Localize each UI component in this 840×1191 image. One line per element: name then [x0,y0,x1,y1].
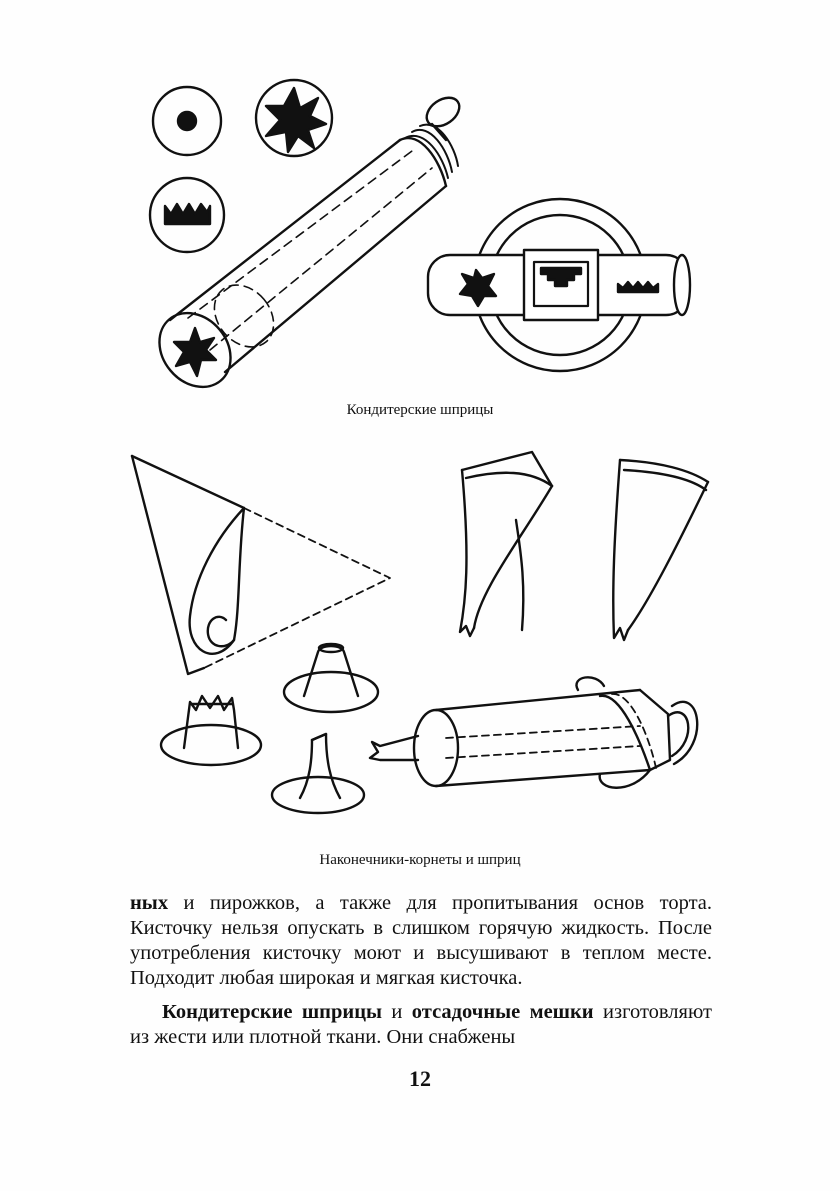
paper-cone-triangle [132,456,390,674]
slanted-nozzle [272,734,364,813]
term-piping-bags: отсадочные мешки [411,1001,594,1023]
plain-nozzle [284,644,378,712]
metal-syringe [370,677,697,787]
paragraph-text: и пирожков, а также для пропитывания основ торта. Кисточку нельзя опускать в слишком горячую жидкость. После употребления кисточку моют и высушивают в теплом месте. Подходит любая широкая и мягкая кисточка. [130,892,712,989]
paragraph-text: изготовляют из жести или плотной ткани. Они снабжены [130,1001,712,1048]
paper-cone-rolled-1 [460,452,552,636]
page-number: 12 [409,1066,431,1091]
bold-fragment: ных [130,892,169,914]
body-paragraph-2 [130,1000,712,1050]
term-confectionery-syringes: Кондитерские шприцы [162,1001,383,1023]
figure-caption-nozzles: Наконечники-корнеты и шприц [319,852,521,868]
paper-cone-rolled-2 [613,460,708,640]
star-nozzle [161,696,261,765]
figure-caption-syringes: Кондитерские шприцы [346,402,494,418]
body-paragraph-1 [130,891,712,991]
conjunction: и [382,1001,412,1023]
